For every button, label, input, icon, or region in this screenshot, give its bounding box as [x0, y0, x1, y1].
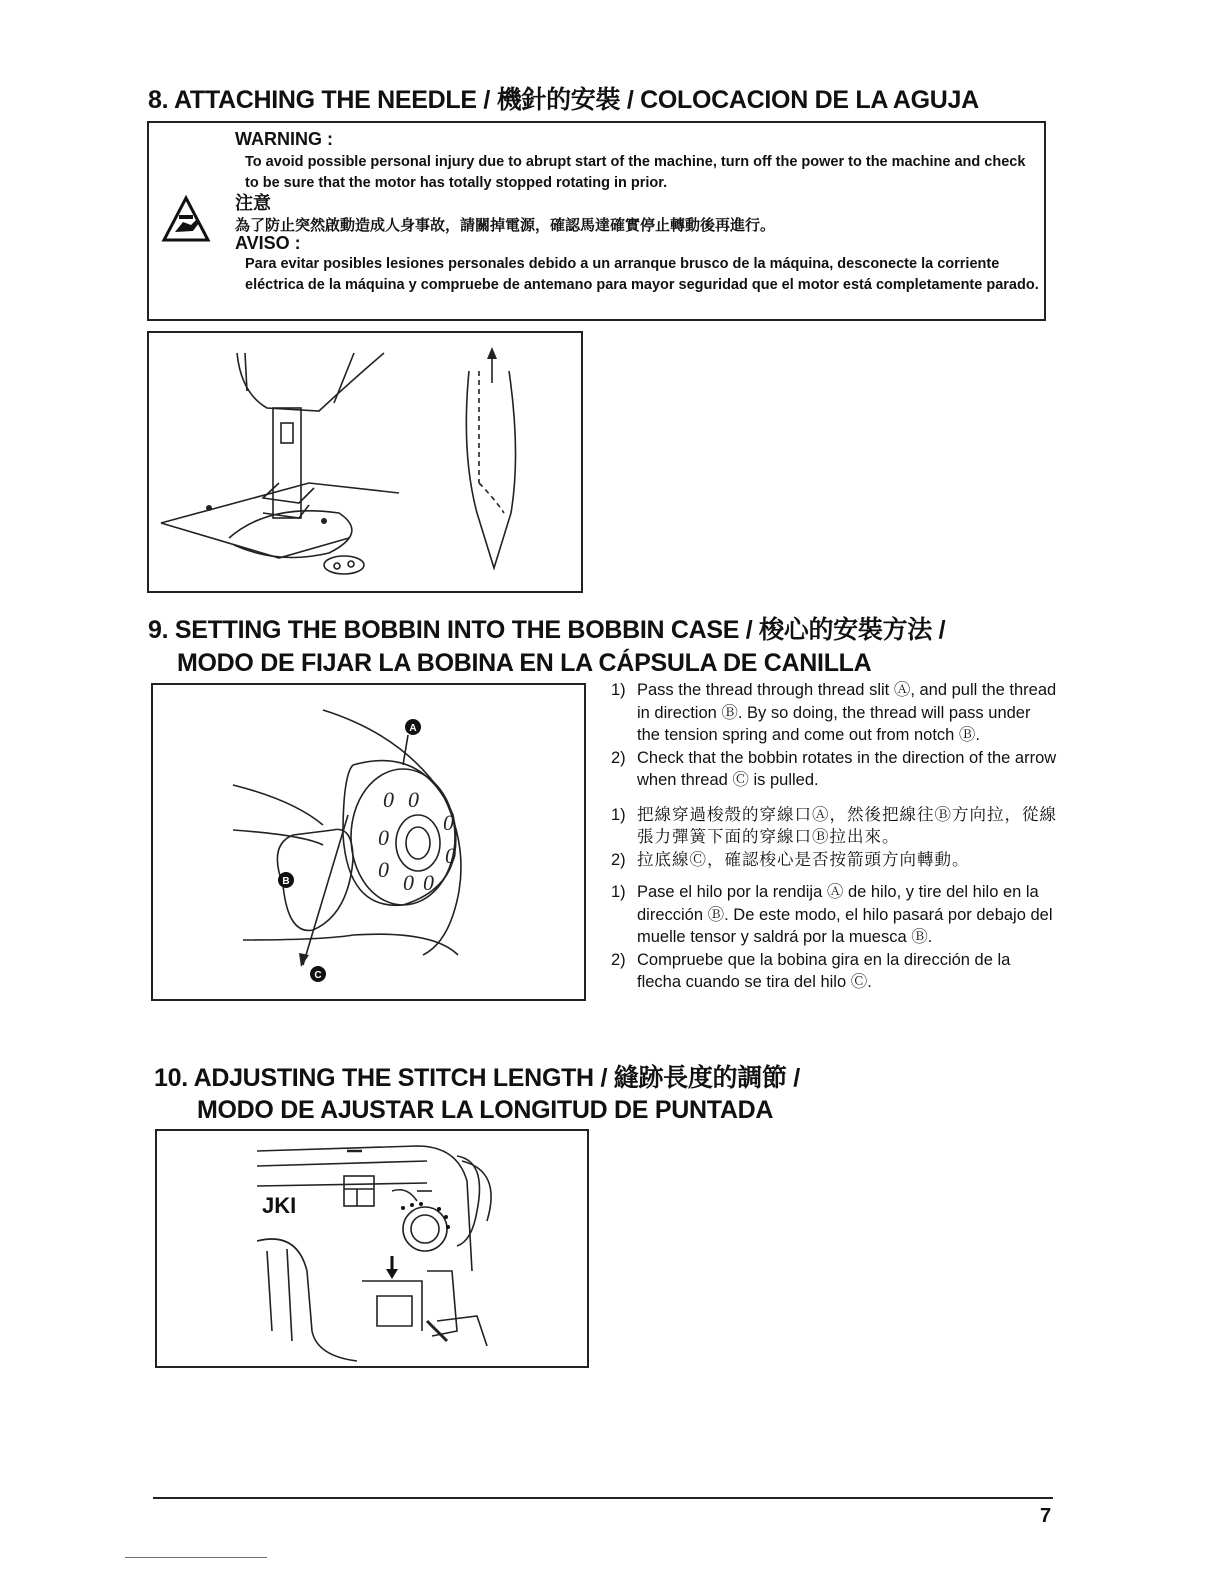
stitch-dial-drawing	[157, 1131, 587, 1366]
bobbin-steps	[611, 679, 1061, 994]
warning-zh-text: 為了防止突然啟動造成人身事故，請關掉電源，確認馬達確實停止轉動後再進行。	[235, 217, 776, 234]
warning-box	[147, 121, 1046, 321]
bobbin-hole-7: 0	[403, 870, 414, 895]
bobbin-hole-8: 0	[423, 870, 434, 895]
bottom-accent-line	[125, 1557, 267, 1558]
es-step-1: 1) Pase el hilo por la rendija Ⓐ de hilo, y tire del hilo en la dirección Ⓑ. De este modo, el hilo pasará por debajo del muelle tensor y saldrá por la muesca Ⓑ.	[611, 883, 1053, 946]
es-step-2: 2) Compruebe que la bobina gira en la dirección de la flecha cuando se tira del hilo Ⓒ.	[611, 950, 1011, 991]
section-9-title-line1: 9. SETTING THE BOBBIN INTO THE BOBBIN CASE / 梭心的安裝方法 /	[148, 616, 946, 644]
en-step-2: 2) Check that the bobbin rotates in the direction of the arrow when thread Ⓒ is pulled.	[611, 748, 1057, 789]
hand-crush-warning-icon	[161, 195, 211, 243]
bobbin-hole-5: 0	[378, 857, 389, 882]
warning-en-heading: WARNING :	[235, 129, 333, 149]
section-10-title-line2: MODO DE AJUSTAR LA LONGITUD DE PUNTADA	[197, 1096, 774, 1124]
section-8-title: 8. ATTACHING THE NEEDLE / 機針的安裝 / COLOCACION DE LA AGUJA	[148, 86, 979, 114]
section-10-title-line1: 10. ADJUSTING THE STITCH LENGTH / 縫跡長度的調節 /	[154, 1064, 800, 1092]
bobbin-hole-4: 0	[378, 825, 389, 850]
down-arrow-icon	[386, 1269, 398, 1279]
bobbin-hole-2: 0	[408, 787, 419, 812]
footer-rule	[153, 1497, 1053, 1499]
section-9-title-line2: MODO DE FIJAR LA BOBINA EN LA CÁPSULA DE CANILLA	[177, 649, 872, 677]
stitch-length-illustration	[155, 1129, 589, 1368]
bobbin-hole-1: 0	[383, 787, 394, 812]
warning-es-text: Para evitar posibles lesiones personales debido a un arranque brusco de la máquina, desconecte la corriente eléctrica de la máquina y compruebe de antemano para mayor seguridad que el motor está completamente parado.	[245, 256, 1039, 293]
label-c-text: C	[314, 970, 322, 981]
needle-drawing	[149, 333, 581, 591]
warning-en-text: To avoid possible personal injury due to abrupt start of the machine, turn off the power to the machine and check to be sure that the motor has totally stopped rotating in prior.	[245, 154, 1026, 191]
warning-es-heading: AVISO :	[235, 233, 301, 253]
needle-illustration	[147, 331, 583, 593]
zh-step-1: 1) 把線穿過梭殼的穿線口Ⓐ，然後把線往Ⓑ方向拉，從線張力彈簧下面的穿線口Ⓑ拉出來。	[611, 805, 1057, 846]
bobbin-drawing	[153, 685, 584, 999]
en-step-1: 1) Pass the thread through thread slit Ⓐ, and pull the thread in direction Ⓑ. By so doing, the thread will pass under the tension spring and come out from notch Ⓑ.	[611, 681, 1057, 744]
label-a-text: A	[409, 723, 417, 734]
bobbin-hole-3: 0	[443, 810, 454, 835]
machine-logo-text: JKI	[262, 1193, 297, 1218]
page-number: 7	[1040, 1505, 1052, 1527]
bobbin-hole-6: 0	[445, 843, 456, 868]
zh-step-2: 2) 拉底線Ⓒ，確認梭心是否按箭頭方向轉動。	[611, 850, 970, 869]
warning-zh-heading: 注意	[235, 193, 271, 213]
bobbin-illustration	[151, 683, 586, 1001]
label-b-text: B	[282, 876, 290, 887]
